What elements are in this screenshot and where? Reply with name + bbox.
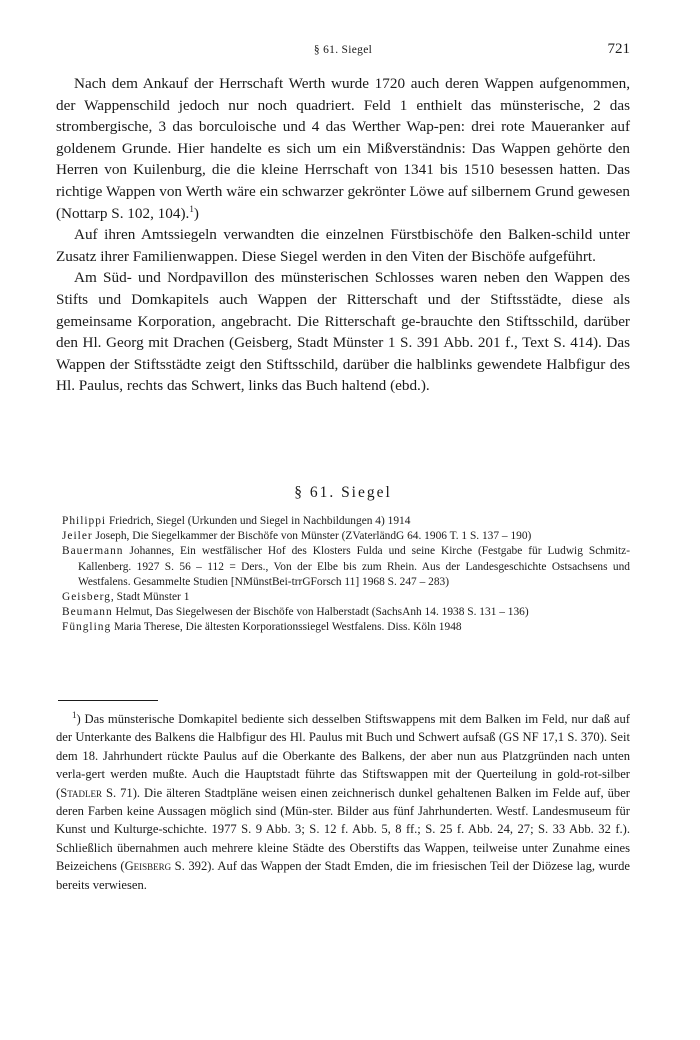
running-title: § 61. Siegel (313, 44, 373, 56)
bibliography-entry (62, 544, 630, 590)
footnote-reference: 1 (189, 203, 194, 214)
footnote-reference-paren: ) (193, 204, 199, 222)
bibliography-author: Bauermann (62, 545, 124, 558)
bibliography-list (62, 514, 630, 636)
bibliography-author: Jeiler (62, 530, 93, 543)
bibliography-author: Beumann (62, 606, 113, 619)
footnote-divider (58, 700, 158, 701)
bibliography-entry (62, 514, 630, 529)
bibliography-author: Füngling (62, 621, 112, 634)
bibliography-entry (62, 529, 630, 544)
footnote-cited-author: Geisberg (124, 859, 172, 874)
footnote-text: ) Das münsterische Domkapitel bediente sich desselben Stiftswappens mit dem Balken im Feld, nur daß auf der Unterkante des Balkens die Halbfigur des Hl. Paulus mit Buch und Schwert aufsaß (GS NF 17,1 S. 370). Seit dem 18. Jahrhundert rückte Paulus auf die Oberkante des Balkens, der aber nun aus Platzgründen nach unten verla-gert werden mußte. Auch die Hauptstadt führte das Stiftswappen mit der Querteilung in gold-rot-silber ( (56, 712, 630, 800)
body-text (56, 73, 630, 397)
bibliography-citation: , Stadt Münster 1 (110, 591, 190, 604)
bibliography-entry (62, 620, 630, 635)
bibliography-author: Geisberg (62, 591, 111, 604)
bibliography-citation: Johannes, Ein westfälischer Hof des Klosters Fulda und seine Kirche (Festgabe für Ludwig Schmitz-Kallenberg. 1927 S. 56 – 112 = Ders., Von der Elbe bis zum Rhein. Aus der Landesgeschichte Ostsachsens und Westfalens. Gesammelte Studien [NMünstBei-trrGForsch 11] 1968 S. 247 – 283) (78, 545, 630, 588)
page-number: 721 (607, 41, 630, 57)
bibliography-entry (62, 605, 630, 620)
footnote (56, 710, 630, 894)
running-head (56, 41, 630, 64)
bibliography-citation: Joseph, Die Siegelkammer der Bischöfe von Münster (ZVaterländG 64. 1906 T. 1 S. 137 – 190) (92, 530, 532, 543)
bibliography-citation: Helmut, Das Siegelwesen der Bischöfe von Halberstadt (SachsAnh 14. 1938 S. 131 – 136) (112, 606, 529, 619)
paragraph-castle-pavilions: Am Süd- und Nordpavillon des münsterischen Schlosses waren neben den Wappen des Stifts und Domkapitels auch Wappen der Ritterschaft und der Stiftsstädte, diese als gemeinsame Korporation, angebracht. Die Ritterschaft ge-brauchte den Stiftsschild, darüber den Hl. Georg mit Drachen (Geisberg, Stadt Münster 1 S. 391 Abb. 201 f., Text S. 414). Das Wappen der Stiftsstädte zeigt den Stiftsschild, darüber die halblinks gewendete Halbfigur des Hl. Paulus, rechts das Schwert, links das Buch haltend (ebd.). (56, 269, 630, 395)
footnote-cited-author: Stadler (60, 785, 102, 800)
footnotes (56, 710, 630, 894)
bibliography-citation: Friedrich, Siegel (Urkunden und Siegel in Nachbildungen 4) 1914 (106, 515, 411, 527)
section-heading: § 61. Siegel (294, 484, 392, 501)
footnote-text: S. 71). Die älteren Stadtpläne weisen einen zeichnerisch dunkel gehaltenen Balken im Felde auf, über deren Farben keine Aussagen möglich sind (Mün-ster. Bilder aus fünf Jahrhunderten. Westf. Landesmuseum für Kunst und Kulturge-schichte. 1977 S. 9 Abb. 3; S. 12 f. Abb. 5, 8 ff.; S. 25 f. Abb. 24, 27; S. 33 Abb. 32 f.). Schließlich übernahmen auch mehrere kleine Städte des Oberstifts das Wappen, teilweise unter Zunahme eines Beizeichens ( (56, 785, 630, 874)
footnote-number: 1 (72, 709, 77, 720)
bibliography-entry (62, 590, 630, 605)
paragraph-official-seals: Auf ihren Amtssiegeln verwandten die einzelnen Fürstbischöfe den Balken-schild unter Zusatz ihrer Familienwappen. Diese Siegel werden in den Viten der Bischöfe aufgeführt. (56, 226, 630, 265)
bibliography-citation: Maria Therese, Die ältesten Korporationssiegel Westfalens. Diss. Köln 1948 (111, 621, 462, 634)
bibliography-author: Philippi (62, 515, 107, 527)
paragraph-werth-coat-of-arms (56, 73, 630, 224)
paragraph-text: Nach dem Ankauf der Herrschaft Werth wurde 1720 auch deren Wappen aufgenommen, der Wappenschild jedoch nur noch quadriert. Feld 1 enthielt das münsterische, 2 das strombergische, 3 das borculoische und 4 das Werther Wap-pen: drei rote Maueranker auf goldenem Grunde. Hier handelte es sich um ein Mißverständnis: Das Wappen gehörte den Herren von Kuilenburg, die die kleine Herrschaft von 1341 bis 1510 besessen hatten. Das richtige Wappen von Werth wäre ein schwarzer gekrönter Löwe auf silbernem Grund gewesen (Nottarp S. 102, 104). (56, 75, 630, 222)
footnote-text: S. 392). Auf das Wappen der Stadt Emden, die im friesischen Teil der Diözese lag, wurde bereits verwiesen. (56, 859, 631, 892)
